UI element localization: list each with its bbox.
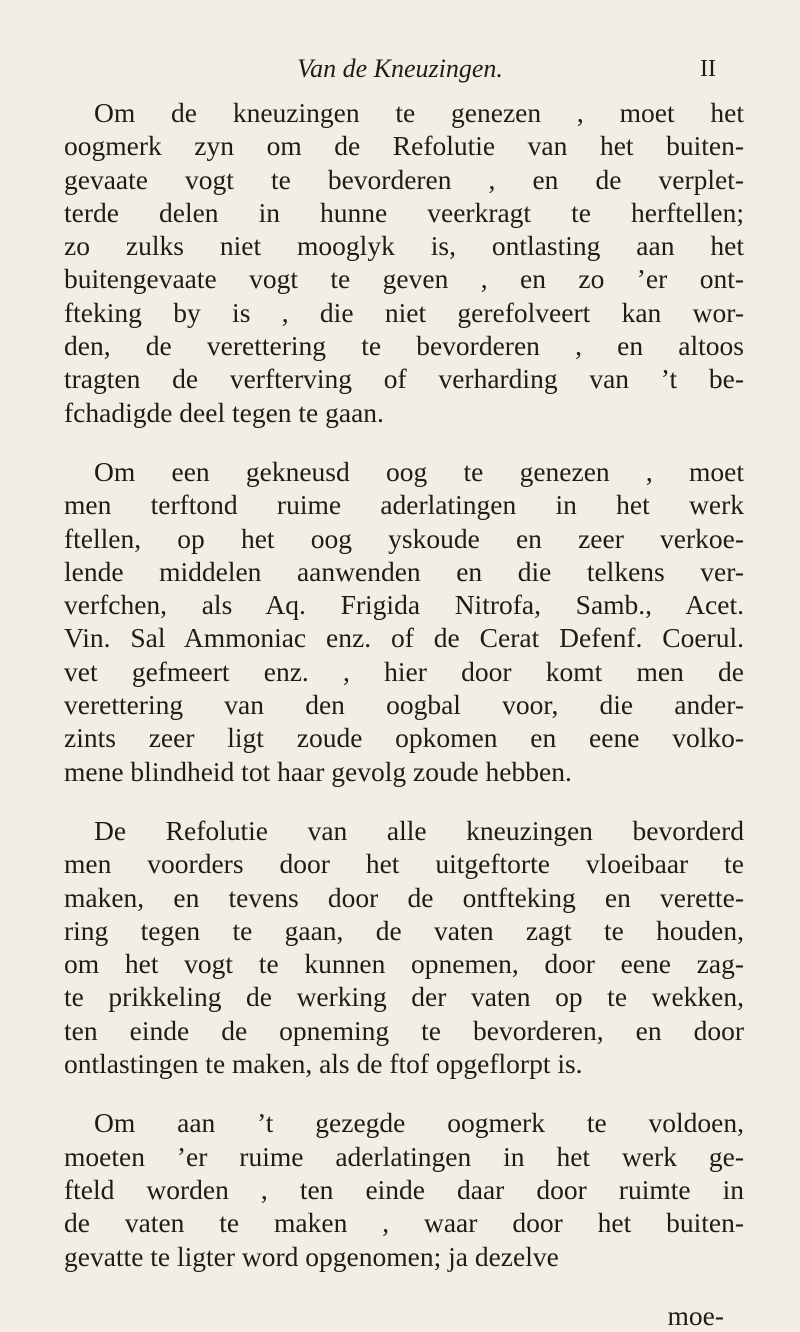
text-line: lende middelen aanwenden en die telkens ver-: [64, 555, 744, 587]
page-number: II: [700, 56, 716, 82]
text-line: fteld worden , ten einde daar door ruimte in: [64, 1173, 744, 1205]
text-line: om het vogt te kunnen opnemen, door eene zag-: [64, 948, 744, 980]
text-line: buitengevaate vogt te geven , en zo ’er ont-: [64, 263, 744, 295]
text-line: men terftond ruime aderlatingen in het werk: [64, 489, 744, 521]
text-line: ftellen, op het oog yskoude en zeer verkoe-: [64, 522, 744, 554]
catchword: moe-: [667, 1299, 724, 1331]
page-header: [0, 40, 800, 90]
text-line: te prikkeling de werking der vaten op te wekken,: [64, 981, 744, 1013]
text-line: de vaten te maken , waar door het buiten-: [64, 1207, 744, 1239]
body-text: [64, 96, 744, 1332]
text-line: moeten ’er ruime aderlatingen in het werk ge-: [64, 1140, 744, 1172]
text-line: terde delen in hunne veerkragt te herftellen;: [64, 196, 744, 228]
text-line: oogmerk zyn om de Refolutie van het buiten-: [64, 130, 744, 162]
text-line: Vin. Sal Ammoniac enz. of de Cerat Defenf. Coerul.: [64, 622, 744, 654]
text-line: gevaate vogt te bevorderen , en de verplet-: [64, 163, 744, 195]
paragraph: [64, 1106, 744, 1272]
paragraph: [64, 96, 744, 429]
text-line: verfchen, als Aq. Frigida Nitrofa, Samb., Acet.: [64, 589, 744, 621]
running-title: Van de Kneuzingen.: [297, 54, 503, 83]
paragraph: [64, 455, 744, 788]
text-line: maken, en tevens door de ontfteking en verette-: [64, 881, 744, 913]
text-line: fteking by is , die niet gerefolveert kan wor-: [64, 296, 744, 328]
text-line: men voorders door het uitgeftorte vloeibaar te: [64, 848, 744, 880]
text-line: ten einde de opneming te bevorderen, en door: [64, 1014, 744, 1046]
text-line: ontlastingen te maken, als de ftof opgeflorpt is.: [64, 1048, 583, 1080]
text-line: fchadigde deel tegen te gaan.: [64, 396, 384, 428]
text-line: mene blindheid tot haar gevolg zoude hebben.: [64, 755, 572, 787]
text-line: De Refolutie van alle kneuzingen bevorderd: [94, 814, 744, 846]
text-line: Om een gekneusd oog te genezen , moet: [94, 455, 744, 487]
text-line: den, de verettering te bevorderen , en altoos: [64, 330, 744, 362]
paragraph: [64, 814, 744, 1080]
text-line: gevatte te ligter word opgenomen; ja dezelve: [64, 1240, 559, 1272]
text-line: tragten de verfterving of verharding van ’t be-: [64, 363, 744, 395]
text-line: ring tegen te gaan, de vaten zagt te houden,: [64, 914, 744, 946]
text-line: verettering van den oogbal voor, die ander-: [64, 689, 744, 721]
text-line: vet gefmeert enz. , hier door komt men de: [64, 655, 744, 687]
text-line: Om aan ’t gezegde oogmerk te voldoen,: [94, 1107, 744, 1139]
text-line: zints zeer ligt zoude opkomen en eene volko-: [64, 722, 744, 754]
text-line: zo zulks niet mooglyk is, ontlasting aan het: [64, 230, 744, 262]
text-line: Om de kneuzingen te genezen , moet het: [94, 97, 744, 128]
